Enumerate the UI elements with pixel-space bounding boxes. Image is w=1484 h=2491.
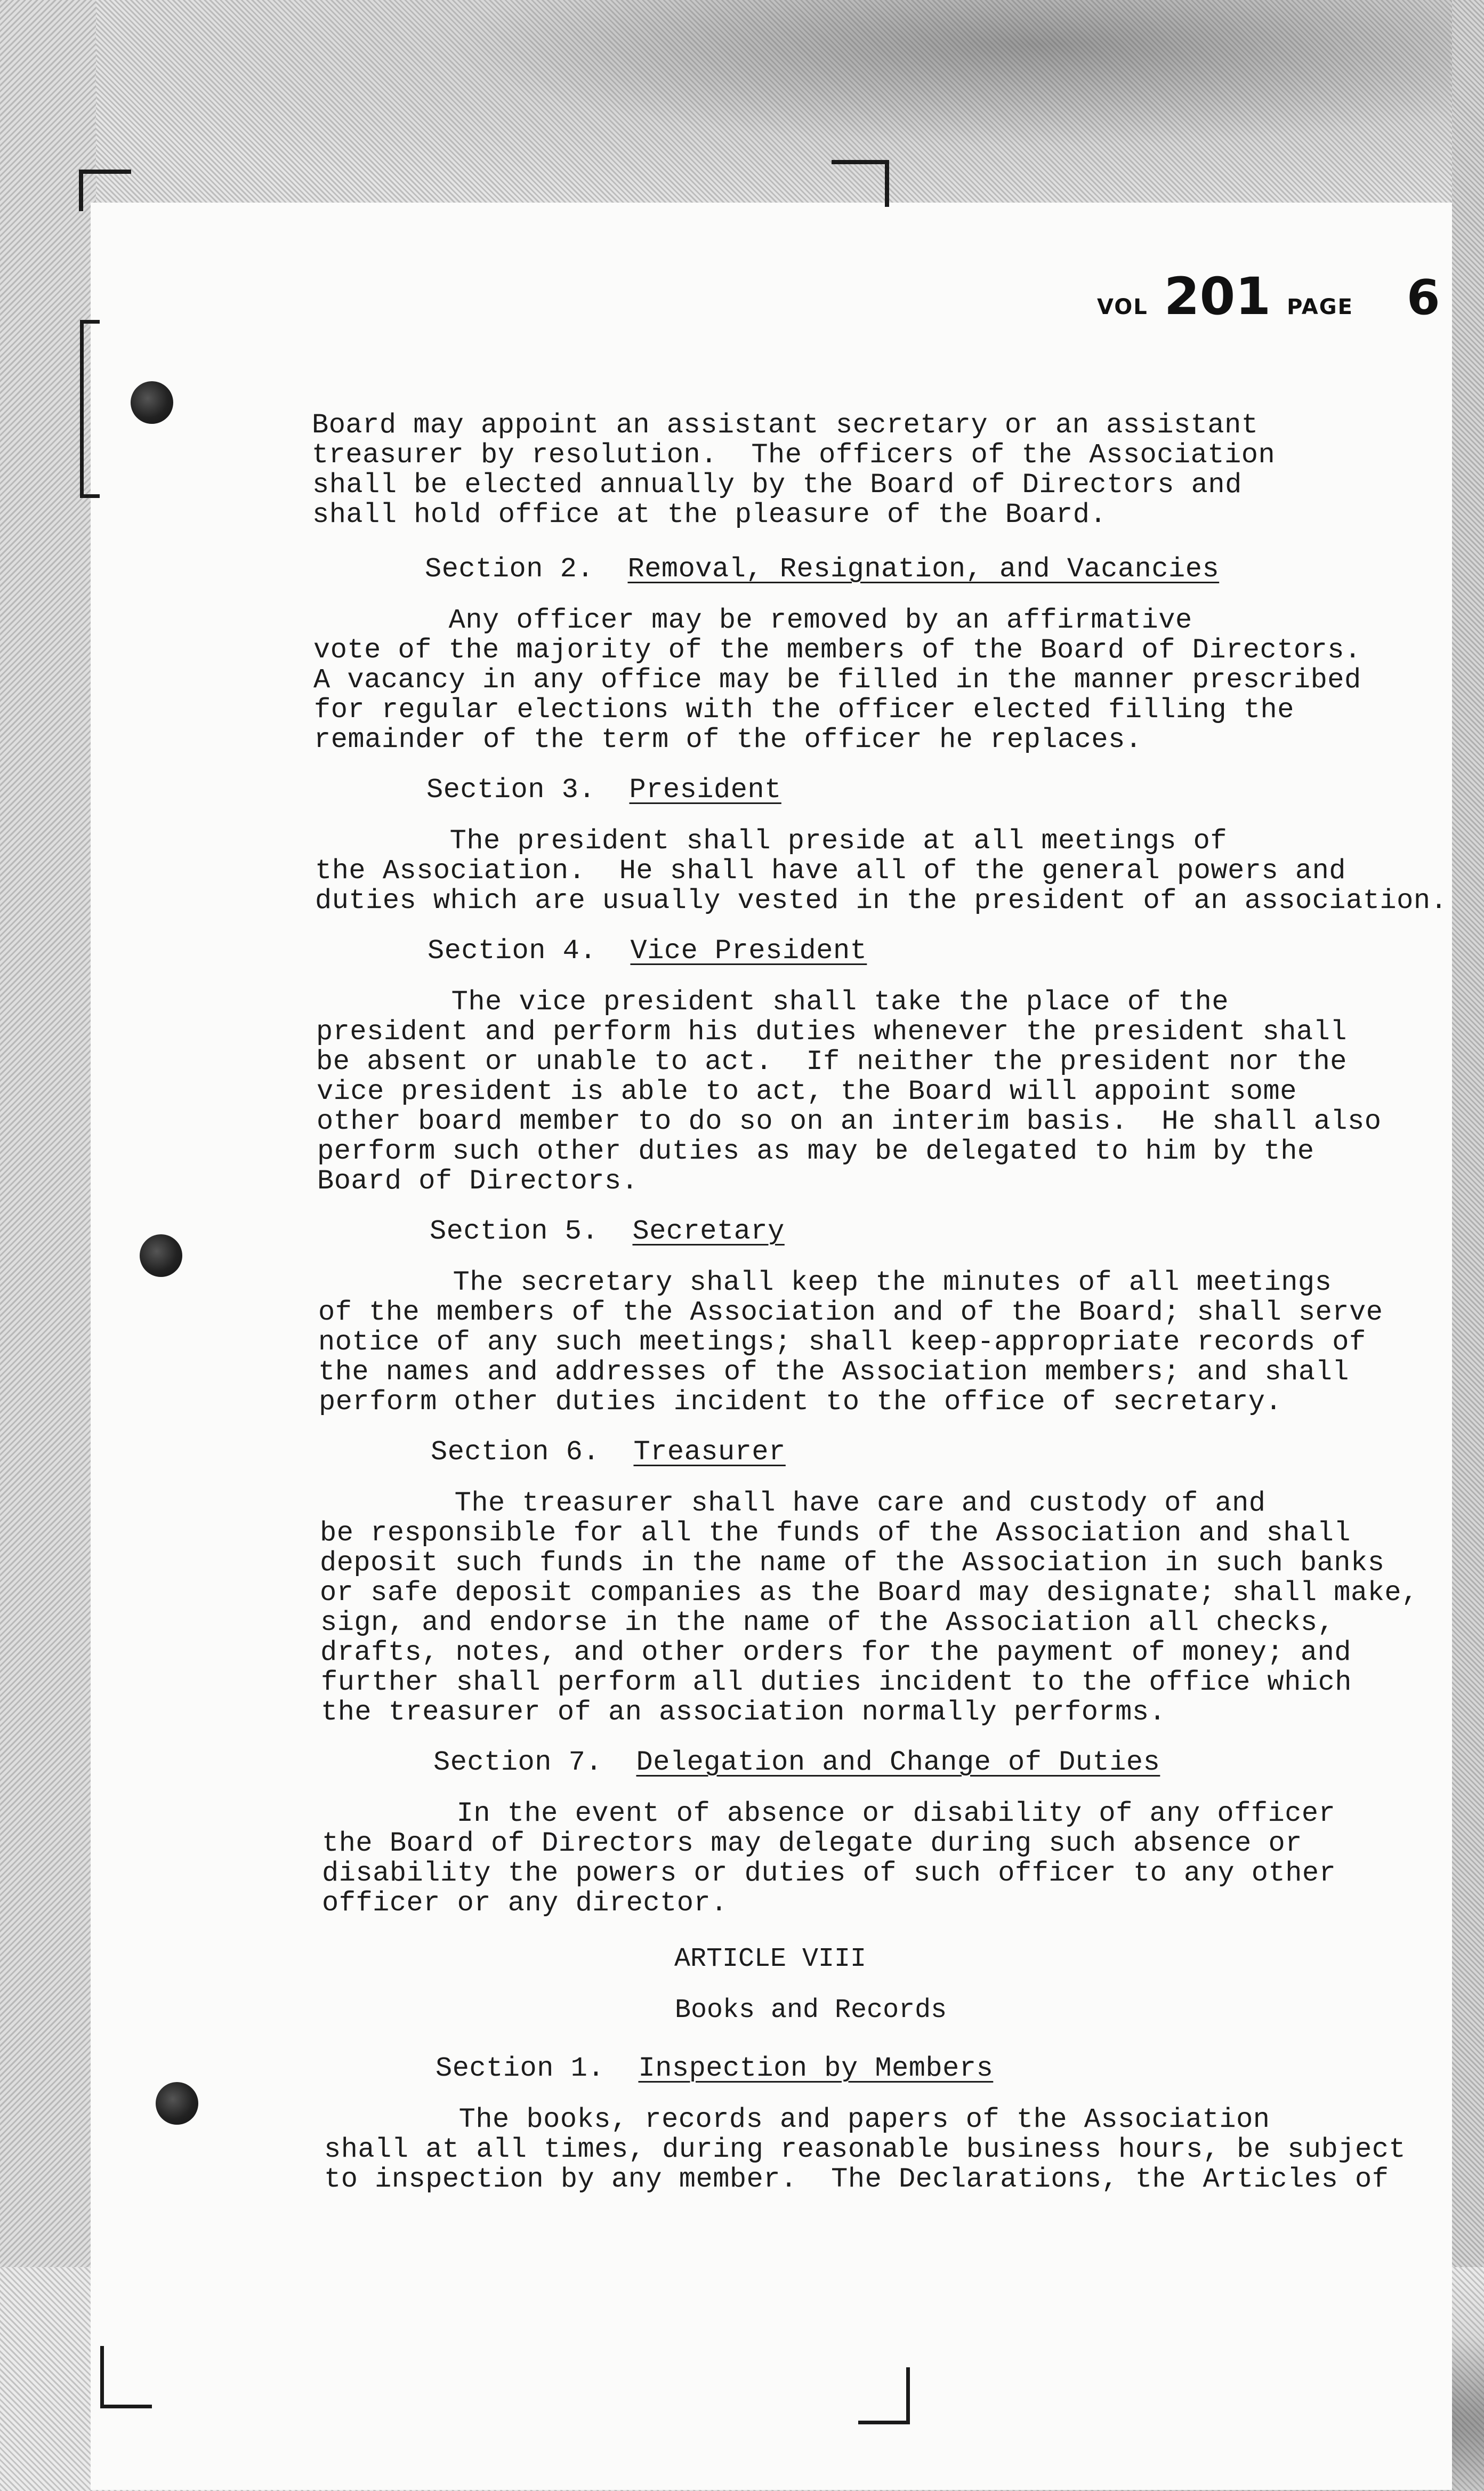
paragraph-line: shall be elected annually by the Board of Directors and [312, 469, 1242, 501]
section-title: Secretary [632, 1216, 785, 1247]
paragraph-line: The president shall preside at all meetings of [314, 825, 1228, 857]
article-number: ARTICLE VIII [674, 1944, 867, 1974]
paragraph-line: shall hold office at the pleasure of the Board. [312, 499, 1107, 531]
paragraph-line: other board member to do so on an interim basis. He shall also [317, 1106, 1382, 1137]
paragraph-line: officer or any director. [322, 1887, 728, 1919]
section-number: Section 3. [426, 774, 596, 806]
section-number: Section 7. [433, 1747, 603, 1778]
paragraph-line: disability the powers or duties of such officer to any other [322, 1858, 1336, 1889]
paragraph-line: Board of Directors. [317, 1166, 639, 1197]
paragraph-line: be absent or unable to act. If neither the president nor the [316, 1046, 1348, 1078]
paragraph-line: for regular elections with the officer elected filling the [314, 694, 1294, 726]
section-heading [430, 1217, 785, 1247]
paragraph-line: Any officer may be removed by an affirmative [313, 605, 1192, 636]
paragraph-line: the names and addresses of the Association members; and shall [318, 1356, 1350, 1388]
section-heading [425, 555, 1219, 584]
section-title: Treasurer [633, 1436, 786, 1468]
vol-number: 201 [1164, 267, 1271, 326]
paragraph-line: the Board of Directors may delegate during such absence or [322, 1828, 1302, 1859]
paragraph-line: treasurer by resolution. The officers of the Association [312, 439, 1276, 471]
section-number: Section 6. [431, 1436, 600, 1468]
section-title: President [629, 774, 781, 806]
section-number: Section 5. [430, 1216, 599, 1247]
section-title: Vice President [630, 935, 867, 967]
section-number: Section 4. [428, 935, 597, 967]
paragraph-line: notice of any such meetings; shall keep-appropriate records of [318, 1327, 1366, 1358]
paragraph-line: or safe deposit companies as the Board may designate; shall make, [320, 1577, 1418, 1609]
paragraph-line: deposit such funds in the name of the Association in such banks [320, 1547, 1385, 1579]
section-heading [431, 1437, 786, 1467]
paragraph-line: perform such other duties as may be delegated to him by the [317, 1136, 1314, 1167]
paragraph-line: of the members of the Association and of the Board; shall serve [318, 1297, 1383, 1328]
page-label: PAGE [1287, 295, 1353, 319]
paragraph-line: The vice president shall take the place of the [316, 986, 1229, 1018]
paragraph-line: The treasurer shall have care and custody of and [319, 1488, 1266, 1519]
section-title: Removal, Resignation, and Vacancies [627, 553, 1220, 585]
paragraph-line: shall at all times, during reasonable business hours, be subject [324, 2134, 1406, 2165]
section-number: Section 1. [435, 2053, 605, 2084]
paragraph-line: A vacancy in any office may be filled in the manner prescribed [313, 664, 1361, 696]
paragraph-line: The secretary shall keep the minutes of all meetings [318, 1267, 1332, 1298]
paragraph-line: sign, and endorse in the name of the Association all checks, [320, 1607, 1335, 1638]
paragraph-line: The books, records and papers of the Association [324, 2104, 1270, 2135]
section-title: Delegation and Change of Duties [636, 1747, 1160, 1778]
section-heading [433, 1748, 1160, 1778]
paragraph-line: further shall perform all duties incident to the office which [321, 1667, 1352, 1698]
paragraph-line: be responsible for all the funds of the Association and shall [320, 1517, 1351, 1549]
section-heading [428, 936, 867, 966]
page-number: 6 [1406, 270, 1440, 326]
paragraph-line: remainder of the term of the officer he replaces. [314, 724, 1142, 756]
vol-label: VOL [1097, 295, 1148, 319]
paragraph-line: vote of the majority of the members of the Board of Directors. [313, 634, 1361, 666]
section-heading [426, 775, 781, 805]
paragraph-line: drafts, notes, and other orders for the payment of money; and [320, 1637, 1352, 1668]
paragraph-line: perform other duties incident to the office of secretary. [319, 1386, 1283, 1418]
paragraph-line: Board may appoint an assistant secretary or an assistant [312, 409, 1259, 441]
paragraph-line: to inspection by any member. The Declarations, the Articles of [324, 2164, 1389, 2195]
paragraph-line: In the event of absence or disability of any officer [321, 1798, 1336, 1829]
paragraph-line: the Association. He shall have all of the general powers and [315, 855, 1346, 887]
paragraph-line: duties which are usually vested in the president of an association. [315, 885, 1448, 917]
section-title: Inspection by Members [638, 2053, 994, 2084]
paragraph-line: vice president is able to act, the Board will appoint some [317, 1076, 1297, 1107]
section-heading [435, 2054, 993, 2084]
paragraph-line: the treasurer of an association normally performs. [321, 1697, 1166, 1728]
article-title: Books and Records [675, 1995, 947, 2026]
paragraph-line: president and perform his duties whenever the president shall [316, 1016, 1348, 1048]
section-number: Section 2. [425, 553, 594, 585]
